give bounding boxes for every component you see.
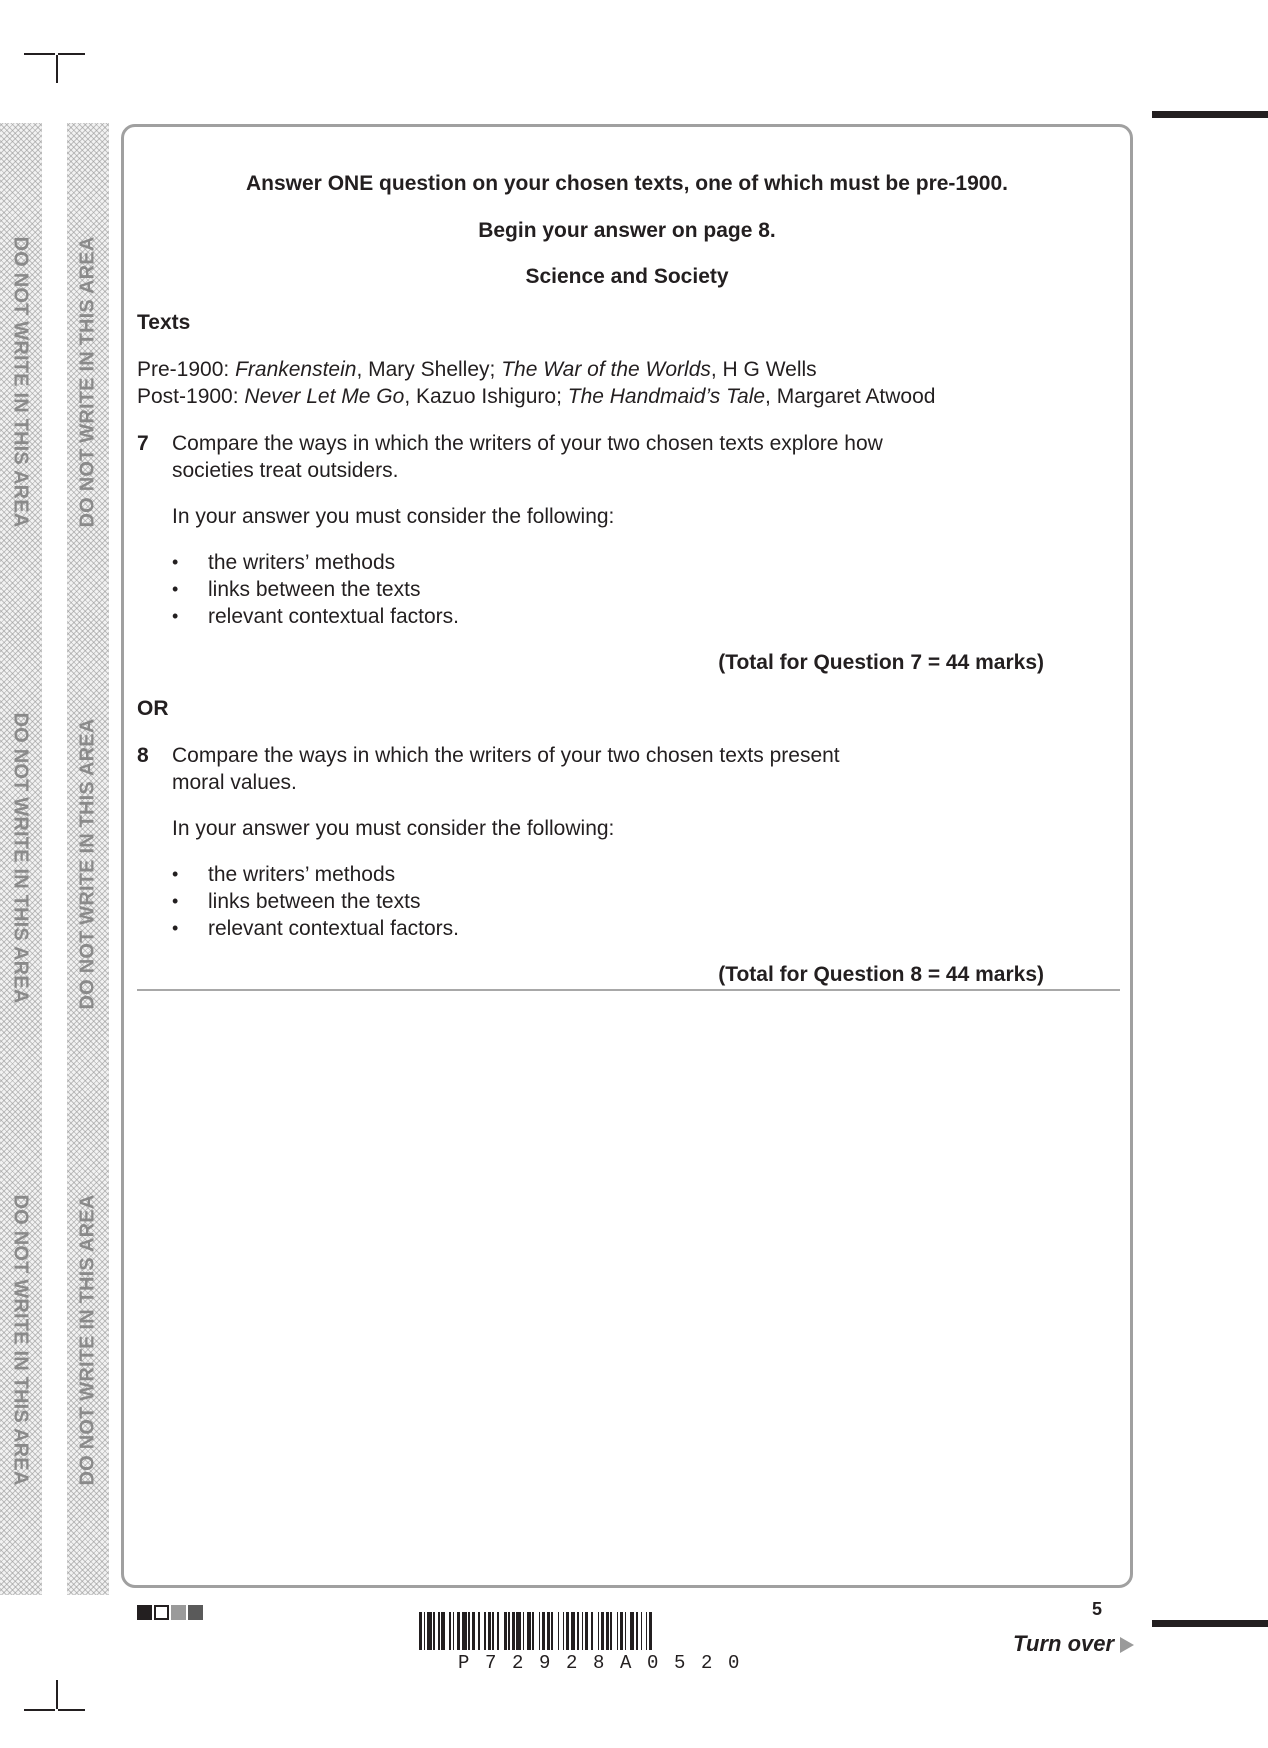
bullet-dot: • [172,918,179,938]
bullet-item: the writers’ methods [208,551,396,574]
question-number: 7 [137,432,149,455]
margin-warning: DO NOT WRITE IN THIS AREA [76,718,99,1010]
question-text: moral values. [172,771,297,794]
bullet-dot: • [172,552,179,572]
bullet-dot: • [172,891,179,911]
crop-mark [24,1709,55,1711]
margin-warning: DO NOT WRITE IN THIS AREA [9,1194,32,1486]
page-marker-square [154,1605,169,1620]
crop-mark [56,55,58,83]
post-label: Post-1900: [137,385,245,408]
text-title: Never Let Me Go [244,385,405,408]
margin-warning: DO NOT WRITE IN THIS AREA [9,236,32,528]
crop-mark [58,53,85,55]
edge-bar [1152,111,1268,118]
bullet-item: links between the texts [208,890,421,913]
barcode [419,1612,837,1650]
post-1900-texts [137,383,935,410]
or-label: OR [137,697,169,720]
turn-over-arrow-icon [1120,1637,1134,1653]
bullet-item: relevant contextual factors. [208,605,459,628]
margin-warning: DO NOT WRITE IN THIS AREA [9,712,32,1004]
margin-warning: DO NOT WRITE IN THIS AREA [76,236,99,528]
barcode-text: P72928A0520 [458,1652,756,1674]
barcode-bar [652,1612,657,1650]
crop-mark [56,1680,58,1709]
bullet-dot: • [172,606,179,626]
begin-instruction: Begin your answer on page 8. [478,219,776,242]
question-total: (Total for Question 7 = 44 marks) [718,651,1044,674]
page-marker-square [137,1605,152,1620]
pre-1900-texts [137,356,817,383]
text-author: , H G Wells [710,358,817,381]
turn-over-label: Turn over [1013,1631,1115,1656]
bullet-dot: • [172,864,179,884]
bullet-item: links between the texts [208,578,421,601]
crop-mark [58,1709,85,1711]
pre-label: Pre-1900: [137,358,236,381]
consider-instruction: In your answer you must consider the following: [172,817,615,840]
text-author: , Mary Shelley; [356,358,502,381]
text-title: The Handmaid’s Tale [567,385,766,408]
bullet-item: relevant contextual factors. [208,917,459,940]
texts-heading: Texts [137,311,191,334]
bullet-dot: • [172,579,179,599]
page-number: 5 [1092,1599,1103,1619]
edge-bar [1152,1620,1268,1627]
page-marker-square [188,1605,203,1620]
bullet-item: the writers’ methods [208,863,396,886]
question-text: Compare the ways in which the writers of your two chosen texts explore how [172,432,883,455]
section-divider [137,989,1120,991]
crop-mark [24,53,55,55]
text-author: , Kazuo Ishiguro; [404,385,568,408]
text-title: Frankenstein [235,358,357,381]
consider-instruction: In your answer you must consider the following: [172,505,615,528]
question-text: societies treat outsiders. [172,459,399,482]
section-theme: Science and Society [525,265,729,288]
question-text: Compare the ways in which the writers of your two chosen texts present [172,744,840,767]
instruction: Answer ONE question on your chosen texts, one of which must be pre-1900. [246,172,1008,195]
question-total: (Total for Question 8 = 44 marks) [718,963,1044,986]
margin-warning: DO NOT WRITE IN THIS AREA [76,1194,99,1486]
page-marker-square [171,1605,186,1620]
text-author: , Margaret Atwood [765,385,936,408]
text-title: The War of the Worlds [501,358,711,381]
question-number: 8 [137,744,149,767]
answer-frame [121,124,1133,1588]
